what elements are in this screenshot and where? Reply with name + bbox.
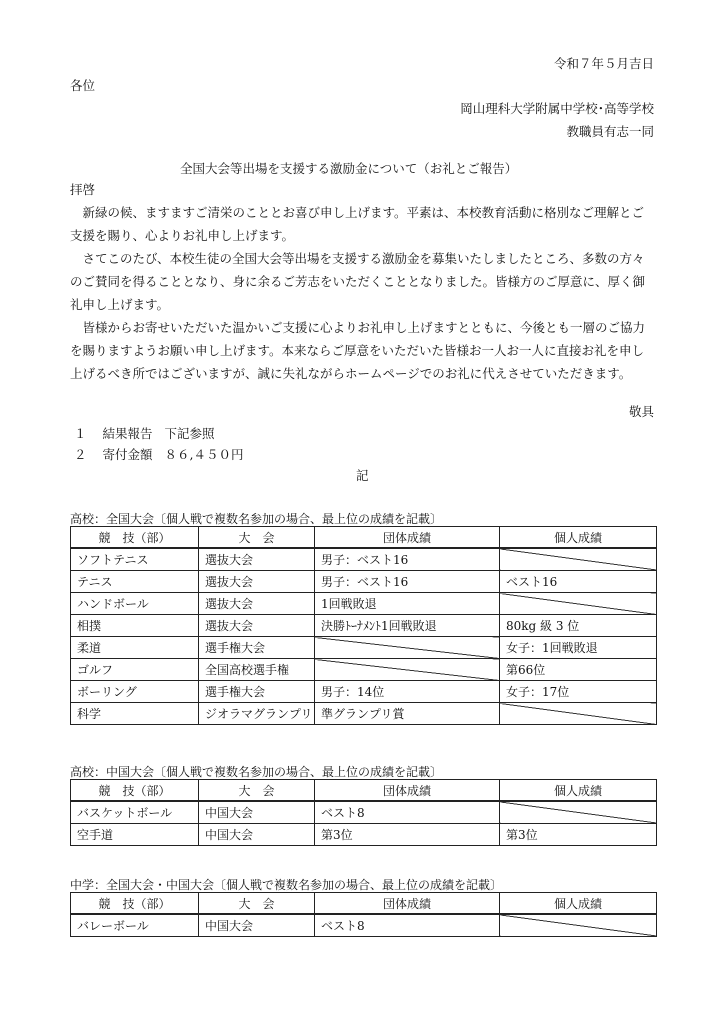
header-sport: 競 技（部） [71, 527, 199, 549]
table-row [71, 703, 657, 725]
header-individual: 個人成績 [500, 527, 657, 549]
event-cell: 選抜大会 [199, 593, 315, 615]
individual-cell-empty [500, 801, 657, 824]
sport-cell: ボーリング [71, 681, 199, 703]
item-value: ８６,４５０円 [164, 447, 244, 462]
individual-cell: 第3位 [500, 824, 657, 846]
sender-org: 岡山理科大学附属中学校･高等学校 [460, 101, 654, 116]
table-caption: 高校：中国大会〔個人戦で複数名参加の場合、最上位の成績を記載〕 [70, 765, 443, 779]
header-sport: 競 技（部） [71, 893, 199, 915]
paragraph: さてこのたび、本校生徒の全国大会等出場を支援する激励金を募集いたしましたところ、多数の方々のご賛同を得ることとなり、身に余るご芳志をいただくこととなりました。皆様方のご厚意に、厚く御礼申し上げます。 [70, 251, 646, 312]
individual-cell-empty [500, 703, 657, 725]
event-cell: 全国高校選手権 [199, 659, 315, 681]
table-row [71, 801, 657, 824]
sport-cell: ゴルフ [71, 659, 199, 681]
team-cell: 1回戦敗退 [315, 593, 500, 615]
event-cell: 選抜大会 [199, 548, 315, 571]
event-cell: 中国大会 [199, 824, 315, 846]
team-cell: ベスト8 [315, 914, 500, 937]
team-cell: ベスト8 [315, 801, 500, 824]
table-row [71, 615, 657, 637]
sport-cell: 科学 [71, 703, 199, 725]
team-cell: 決勝ﾄｰﾅﾒﾝﾄ1回戦敗退 [315, 615, 500, 637]
table-row [71, 593, 657, 615]
event-cell: 選手権大会 [199, 637, 315, 659]
table-row [71, 548, 657, 571]
team-cell: 準グランプリ賞 [315, 703, 500, 725]
table-row [71, 914, 657, 937]
document-title: 全国大会等出場を支援する激励金について（お礼とご報告） [180, 161, 518, 176]
item-label: 結果報告 [102, 426, 153, 441]
header-individual: 個人成績 [500, 893, 657, 915]
table-row [71, 659, 657, 681]
team-cell-empty [315, 637, 500, 659]
item-label: 寄付金額 [102, 447, 153, 462]
results-table-junior [70, 892, 657, 937]
individual-cell: 80kg 級 3 位 [500, 615, 657, 637]
date: 令和７年５月吉日 [553, 56, 654, 71]
sender-group: 教職員有志一同 [566, 124, 654, 139]
greeting-open: 拝啓 [70, 182, 96, 197]
header-event: 大 会 [199, 780, 315, 802]
table-row [71, 681, 657, 703]
individual-cell: 女子：1回戦敗退 [500, 637, 657, 659]
event-cell: 選抜大会 [199, 615, 315, 637]
sport-cell: ソフトテニス [71, 548, 199, 571]
paragraph: 新緑の候、ますますご清栄のこととお喜び申し上げます。平素は、本校教育活動に格別なご理解とご支援を賜り、心よりお礼申し上げます。 [70, 205, 645, 243]
team-cell: 男子：ベスト16 [315, 571, 500, 593]
individual-cell-empty [500, 548, 657, 571]
item-donation [74, 445, 243, 463]
event-cell: 選抜大会 [199, 571, 315, 593]
sport-cell: バスケットボール [71, 801, 199, 824]
header-individual: 個人成績 [500, 780, 657, 802]
item-number: １ [74, 426, 87, 441]
header-team: 団体成績 [315, 893, 500, 915]
header-team: 団体成績 [315, 780, 500, 802]
sport-cell: テニス [71, 571, 199, 593]
table-row [71, 637, 657, 659]
addressee: 各位 [70, 78, 96, 93]
individual-cell: 女子：17位 [500, 681, 657, 703]
sport-cell: 空手道 [71, 824, 199, 846]
header-event: 大 会 [199, 893, 315, 915]
team-cell: 男子：14位 [315, 681, 500, 703]
sport-cell: ハンドボール [71, 593, 199, 615]
table-caption: 中学：全国大会・中国大会〔個人戦で複数名参加の場合、最上位の成績を記載〕 [70, 878, 503, 892]
individual-cell-empty [500, 914, 657, 937]
event-cell: 選手権大会 [199, 681, 315, 703]
table-row [71, 824, 657, 846]
individual-cell: 第66位 [500, 659, 657, 681]
results-table-high-chugoku [70, 779, 657, 846]
results-table-high-national [70, 526, 657, 725]
event-cell: ジオラマグランプリ [199, 703, 315, 725]
team-cell: 第3位 [315, 824, 500, 846]
sport-cell: バレーボール [71, 914, 199, 937]
event-cell: 中国大会 [199, 801, 315, 824]
ki-marker: 記 [356, 468, 369, 483]
team-cell-empty [315, 659, 500, 681]
table-caption: 高校：全国大会〔個人戦で複数名参加の場合、最上位の成績を記載〕 [70, 512, 443, 526]
table-row [71, 571, 657, 593]
event-cell: 中国大会 [199, 914, 315, 937]
item-value: 下記参照 [164, 426, 215, 441]
sport-cell: 相撲 [71, 615, 199, 637]
team-cell: 男子：ベスト16 [315, 548, 500, 571]
body-text [70, 201, 655, 385]
item-number: ２ [74, 447, 87, 462]
item-result [74, 424, 215, 442]
individual-cell-empty [500, 593, 657, 615]
header-event: 大 会 [199, 527, 315, 549]
header-team: 団体成績 [315, 527, 500, 549]
greeting-close: 敬具 [628, 404, 654, 419]
individual-cell: ベスト16 [500, 571, 657, 593]
sport-cell: 柔道 [71, 637, 199, 659]
header-sport: 競 技（部） [71, 780, 199, 802]
paragraph: 皆様からお寄せいただいた温かいご支援に心よりお礼申し上げますとともに、今後とも一層のご協力を賜りますようお願い申し上げます。本来ならご厚意をいただいた皆様お一人お一人に直接お礼を申し上げるべき所ではございますが、誠に失礼ながらホームページでのお礼に代えさせていただきます。 [70, 320, 646, 381]
